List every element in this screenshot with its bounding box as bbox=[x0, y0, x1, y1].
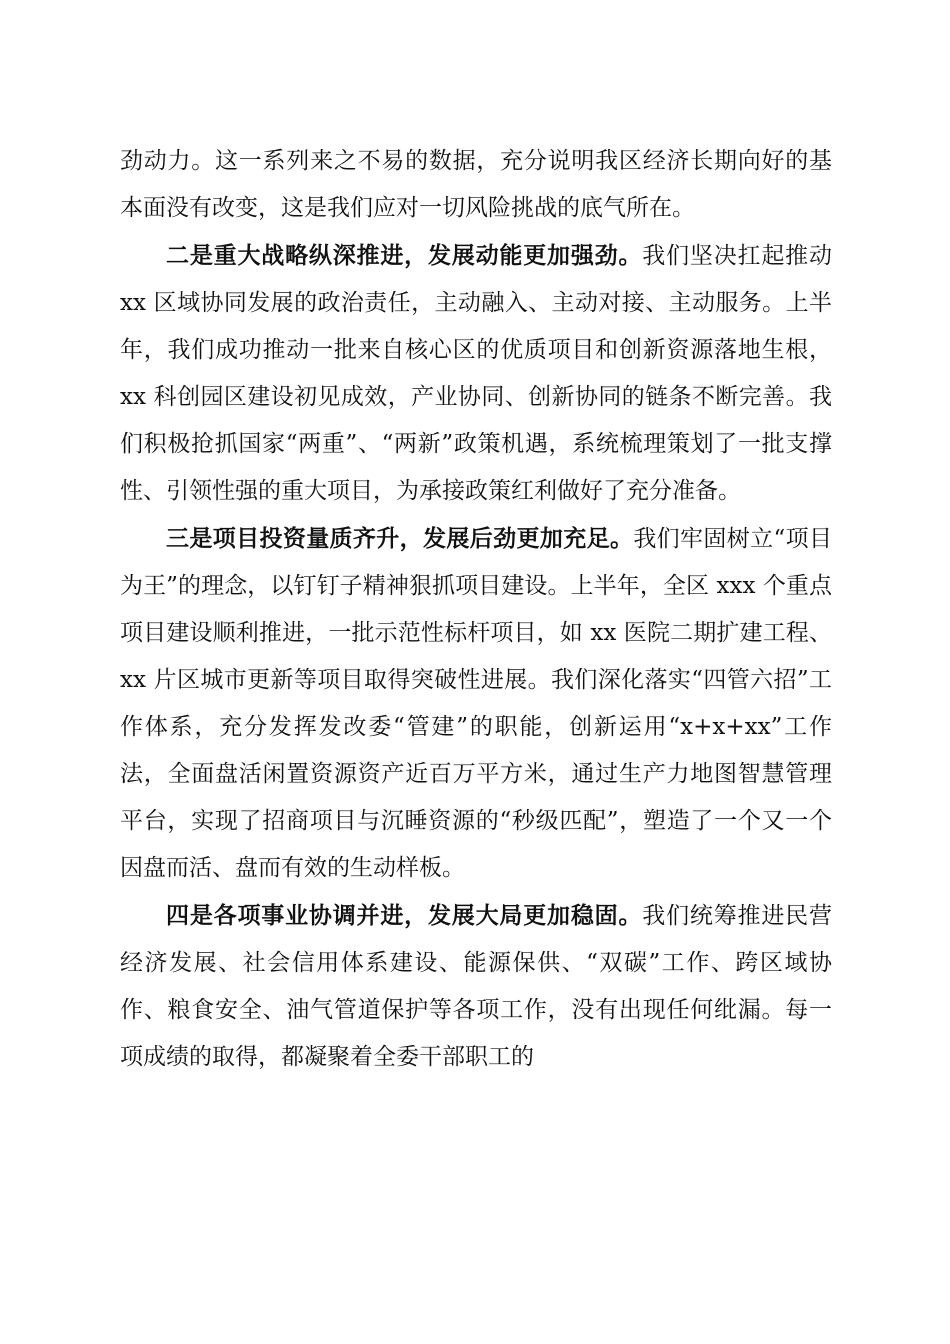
paragraph-4-heading: 四是各项事业协调并进，发展大局更加稳固。 bbox=[166, 902, 643, 929]
paragraph-1-text: 劲动力。这一系列来之不易的数据，充分说明我区经济长期向好的基本面没有改变，这是我们应对一切风险挑战的底气所在。 bbox=[120, 148, 832, 221]
paragraph-3 bbox=[120, 515, 832, 892]
paragraph-3-text: 我们牢固树立“项目为王”的理念，以钉钉子精神狠抓项目建设。上半年，全区 xxx 个重点项目建设顺利推进，一批示范性标杆项目，如 xx 医院二期扩建工程、xx 片区城市更新等项目取得突破性进展。我们深化落实“四管六招”工作体系，充分发挥发改委“管建”的职能，创新运用“x+x+xx”工作法，全面盘活闲置资源资产近百万平方米，通过生产力地图智慧管理平台，实现了招商项目与沉睡资源的“秒级匹配”，塑造了一个又一个因盘而活、盘而有效的生动样板。 bbox=[120, 526, 832, 881]
document-page bbox=[120, 138, 832, 1081]
paragraph-2-heading: 二是重大战略纵深推进，发展动能更加强劲。 bbox=[166, 242, 643, 269]
paragraph-2 bbox=[120, 232, 832, 515]
paragraph-2-text: 我们坚决扛起推动 xx 区域协同发展的政治责任，主动融入、主动对接、主动服务。上半年，我们成功推动一批来自核心区的优质项目和创新资源落地生根，xx 科创园区建设初见成效，产业协同、创新协同的链条不断完善。我们积极抢抓国家“两重”、“两新”政策机遇，系统梳理策划了一批支撑性、引领性强的重大项目，为承接政策红利做好了充分准备。 bbox=[120, 243, 833, 504]
paragraph-3-heading: 三是项目投资量质齐升，发展后劲更加充足。 bbox=[166, 525, 634, 552]
paragraph-1 bbox=[120, 138, 832, 232]
paragraph-4-text: 我们统筹推进民营经济发展、社会信用体系建设、能源保供、“双碳”工作、跨区域协作、粮食安全、油气管道保护等各项工作，没有出现任何纰漏。每一项成绩的取得，都凝聚着全委干部职工的 bbox=[120, 903, 833, 1070]
paragraph-4 bbox=[120, 892, 832, 1081]
